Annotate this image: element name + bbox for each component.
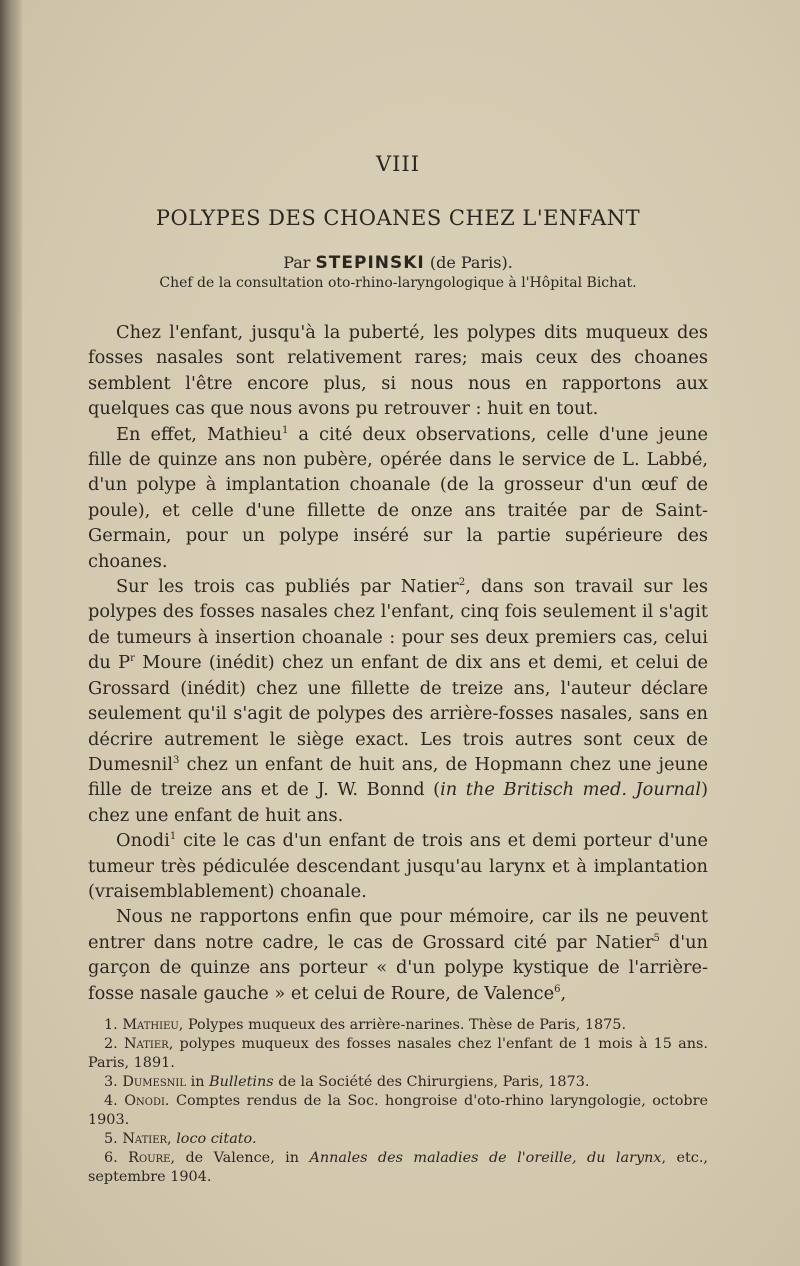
journal-title: in the Britisch med. Journal — [440, 779, 702, 801]
author-affiliation: Chef de la consultation oto-rhino-laryngologique à l'Hôpital Bichat. — [159, 275, 637, 291]
paragraph-text: Sur les trois cas publiés par Natier — [116, 576, 459, 598]
byline-prefix: Par — [283, 253, 311, 272]
footnote-text: de la Société des Chirurgiens, Paris, 1873. — [273, 1074, 590, 1090]
footnote-author: Onodi — [124, 1093, 165, 1109]
footnote — [88, 1092, 708, 1130]
footnote-ref: 2 — [458, 577, 466, 589]
footnote-text: , Polypes muqueux des arrière-narines. Thèse de Paris, 1875. — [178, 1017, 627, 1033]
paragraph-text: cite le cas d'un enfant de trois ans et demi porteur d'une tumeur très pédiculée descendant jusqu'au larynx et à implantation (vraisemblablement) choanale. — [88, 830, 708, 902]
article-body — [88, 320, 708, 1006]
footnote-text: , polypes muqueux des fosses nasales chez l'enfant de 1 mois à 15 ans. Paris, 1891. — [88, 1036, 708, 1071]
footnote-text: , — [167, 1131, 177, 1147]
author-name: STEPINSKI — [315, 253, 425, 273]
footnote-text: in — [186, 1074, 210, 1090]
footnote-text: . Comptes rendus de la Soc. hongroise d'oto-rhino laryngologie, octobre 1903. — [88, 1093, 709, 1128]
paragraph-text: , dans son travail sur les polypes des fosses nasales chez l'enfant, cinq fois seulement il s'agit de tumeurs à insertion choanale : pour ses deux premiers cas, celui du P — [88, 576, 708, 674]
footnote — [88, 1073, 708, 1092]
footnotes — [88, 1016, 708, 1187]
chapter-number: VIII — [375, 152, 421, 176]
title-abbrev: r — [130, 653, 135, 665]
footnote-author: Natier — [123, 1036, 169, 1052]
footnote-author: Dumesnil — [122, 1074, 187, 1090]
footnote-italic: Annales des maladies de l'oreille, du larynx — [309, 1150, 662, 1166]
footnote-ref: 5 — [653, 932, 660, 944]
footnote-number: 6. — [104, 1150, 118, 1166]
footnote-author: Roure — [128, 1150, 171, 1166]
byline — [88, 253, 708, 273]
paragraph-text: Moure (inédit) chez un enfant de dix ans et demi, et celui de Grossard (inédit) chez une fillette de treize ans, l'auteur déclare seulement qu'il s'agit de polypes des arrière-fosses nasales, sans en décrire autrement le siège exact. Les trois autres sont ceux de Dumesnil — [88, 652, 708, 775]
footnote — [88, 1035, 708, 1073]
footnote-number: 1. — [104, 1017, 118, 1033]
paragraph-text: chez un enfant de huit ans, de Hopmann chez une jeune fille de treize ans et de J. W. Bonnd ( — [88, 753, 708, 801]
paragraph-text: ) chez une enfant de huit ans. — [88, 779, 708, 826]
footnote-italic: loco citato. — [176, 1131, 257, 1147]
footnote-italic: Bulletins — [209, 1074, 274, 1090]
paragraph-text: En effet, Mathieu — [116, 423, 283, 445]
paragraph — [88, 320, 708, 422]
footnote-number: 2. — [104, 1036, 118, 1052]
book-spine-shadow — [0, 0, 22, 1266]
paragraph-text: Chez l'enfant, jusqu'à la puberté, les polypes dits muqueux des fosses nasales sont relativement rares; mais ceux des choanes semblent l'être encore plus, si nous nous en rapportons aux quelques cas que nous avons pu retrouver : huit en tout. — [88, 322, 708, 420]
footnote-ref: 3 — [173, 754, 180, 766]
footnote-number: 3. — [104, 1074, 118, 1090]
footnote-number: 5. — [104, 1131, 118, 1147]
paragraph-text: a cité deux observations, celle d'une jeune fille de quinze ans non pubère, opérée dans le service de L. Labbé, d'un polype à implantation choanale (de la grosseur d'un œuf de poule), et celle d'une fillette de onze ans traitée par de Saint-Germain, pour un polype inséré sur la partie supérieure des choanes. — [88, 423, 708, 572]
footnote-ref: 6 — [554, 983, 561, 995]
paragraph-text: Nous ne rapportons enfin que pour mémoire, car ils ne peuvent entrer dans notre cadre, le cas de Grossard cité par Natier — [88, 906, 708, 953]
footnote-ref: 1 — [282, 424, 289, 436]
footnote — [88, 1149, 708, 1187]
footnote-author: Mathieu — [122, 1017, 179, 1033]
paragraph — [88, 904, 708, 1006]
paragraph — [88, 828, 708, 904]
footnote-ref: 1 — [169, 831, 177, 843]
footnote-text: , de Valence, in — [170, 1150, 310, 1166]
paragraph — [88, 422, 708, 574]
footnote — [88, 1016, 708, 1035]
paragraph-text: , — [560, 982, 567, 1004]
paragraph-text: d'un garçon de quinze ans porteur « d'un polype kystique de l'arrière-fosse nasale gauche » et celui de Roure, de Valence — [88, 931, 709, 1004]
footnote-text: , etc., septembre 1904. — [88, 1150, 708, 1185]
paragraph — [88, 574, 708, 828]
footnote-number: 4. — [104, 1093, 118, 1109]
paragraph-text: Onodi — [116, 830, 170, 852]
footnote — [88, 1130, 708, 1149]
author-location: (de Paris). — [429, 253, 513, 272]
footnote-author: Natier — [122, 1131, 168, 1147]
article-title: POLYPES DES CHOANES CHEZ L'ENFANT — [155, 206, 641, 230]
